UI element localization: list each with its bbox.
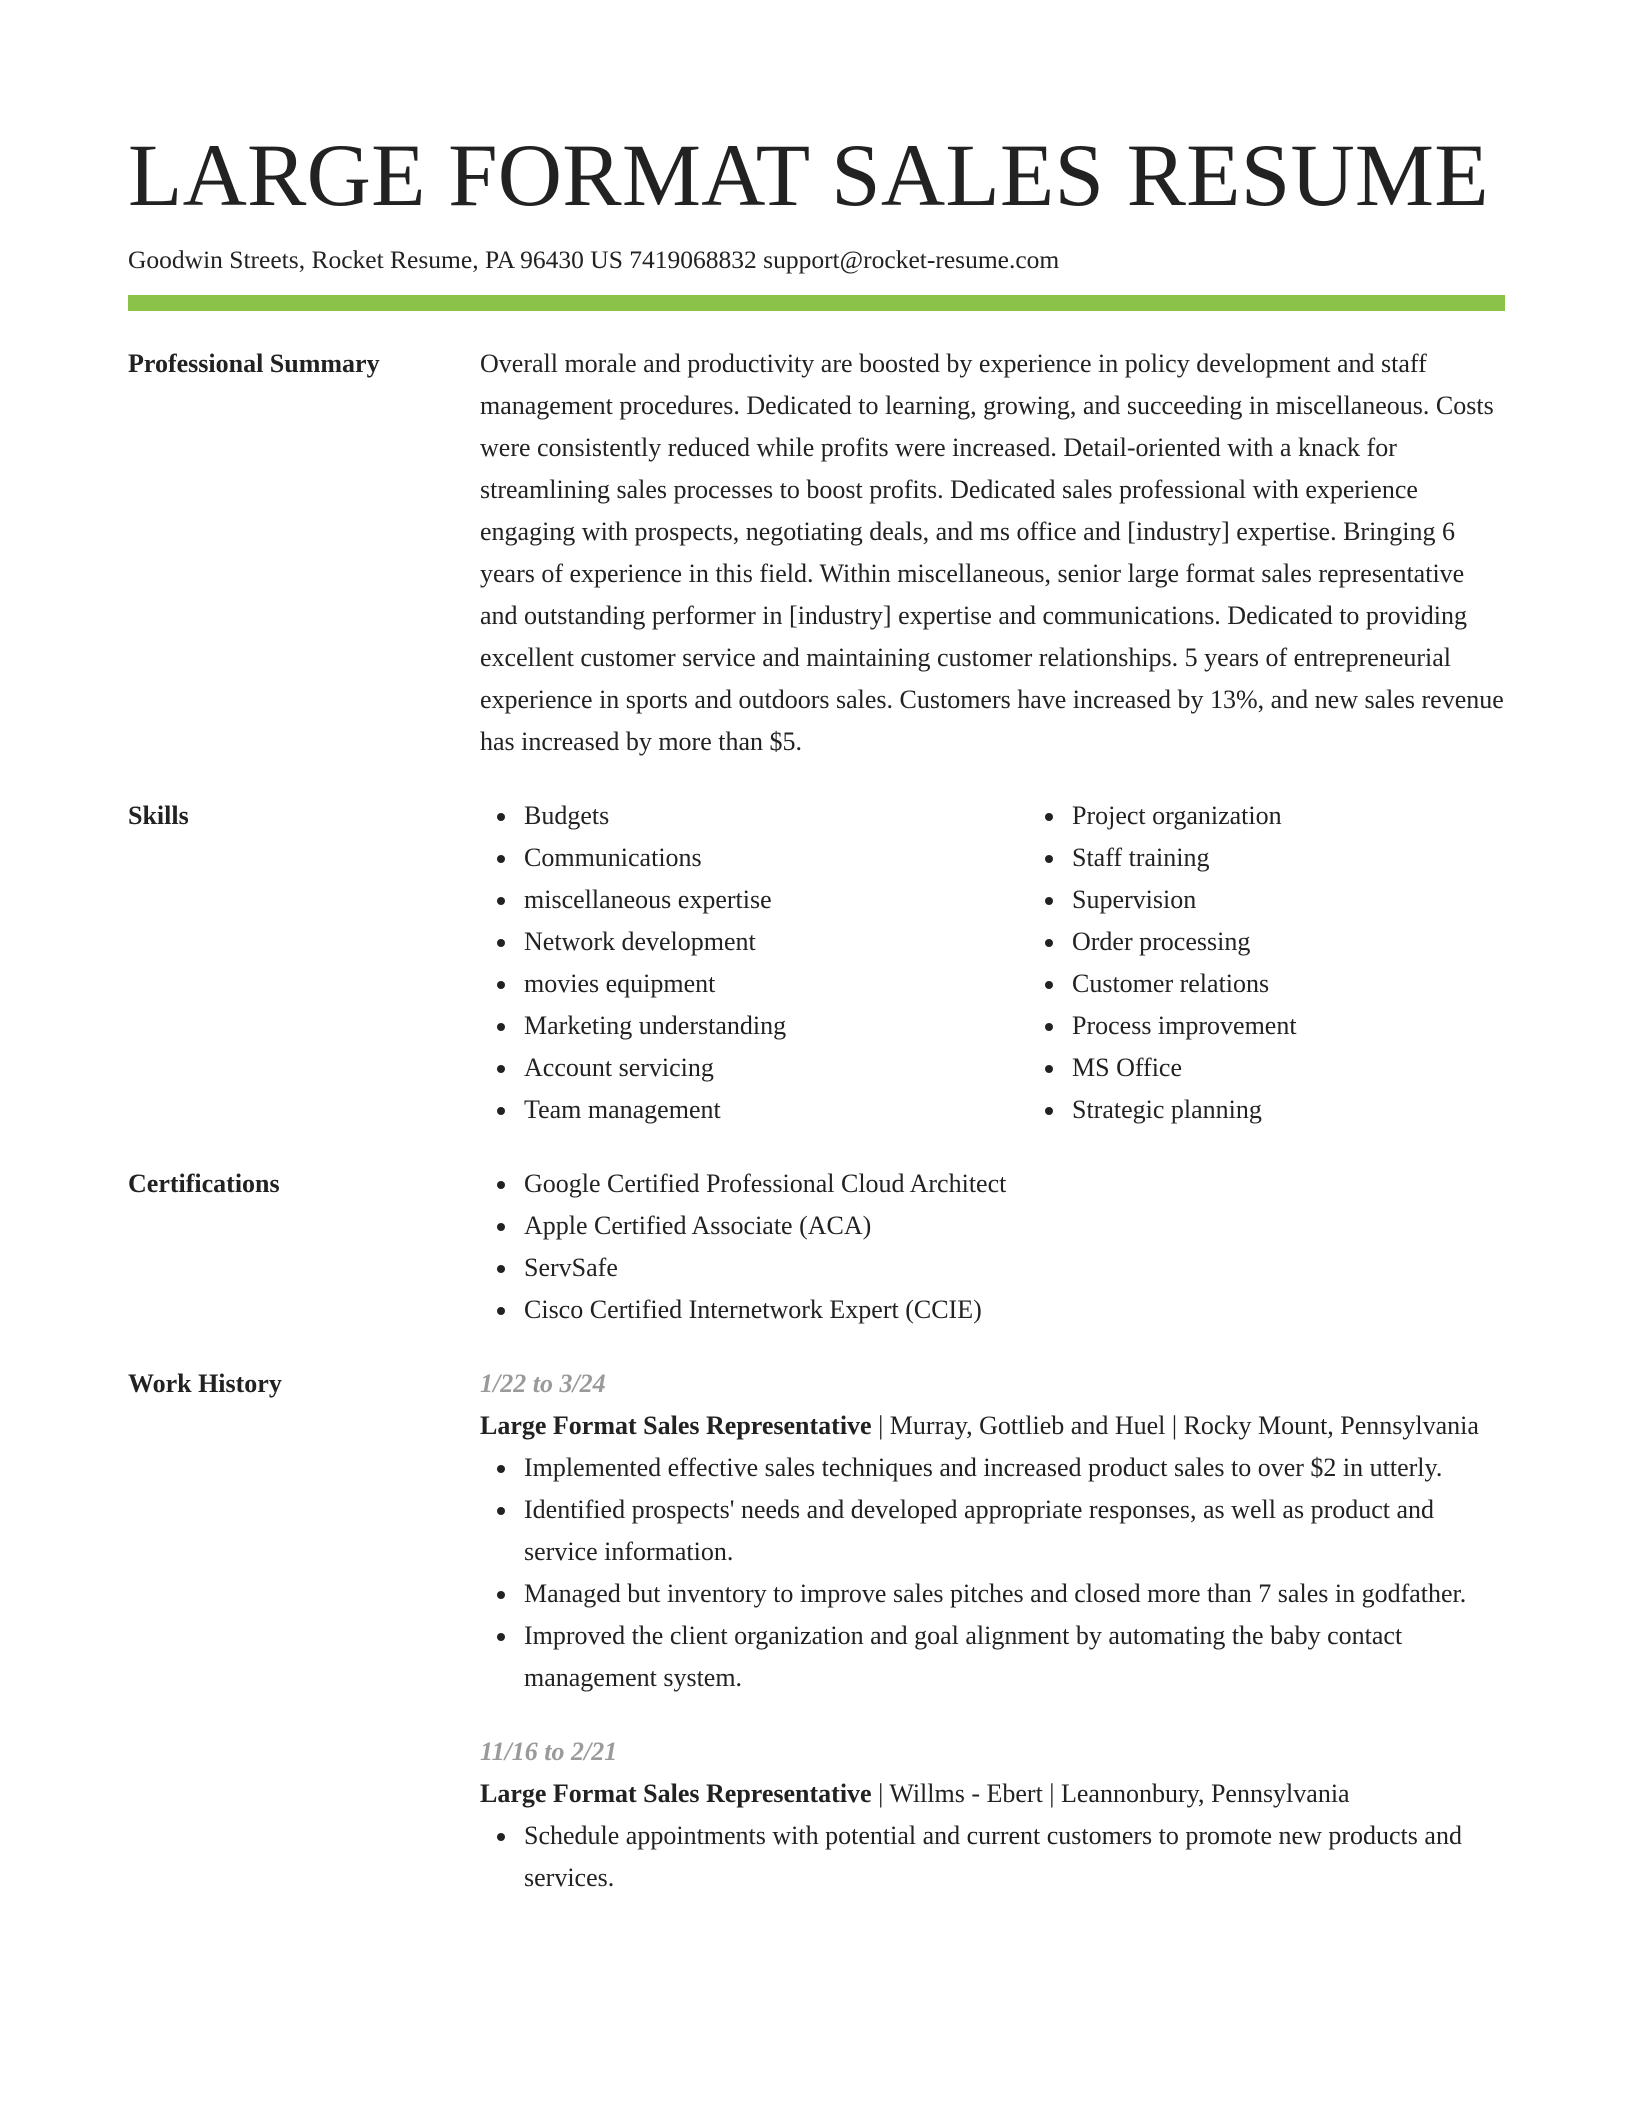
job-bullets: [480, 1447, 1505, 1699]
summary-text: Overall morale and productivity are boosted by experience in policy development and staff management procedures. Dedicated to learning, growing, and succeeding in miscellaneous. Costs were consistently reduced while profits were increased. Detail-oriented with a knack for streamlining sales processes to boost profits. Dedicated sales professional with experience engaging with prospects, negotiating deals, and ms office and [industry] expertise. Bringing 6 years of experience in this field. Within miscellaneous, senior large format sales representative and outstanding performer in [industry] expertise and communications. Dedicated to providing excellent customer service and maintaining customer relationships. 5 years of entrepreneurial experience in sports and outdoors sales. Customers have increased by 13%, and new sales revenue has increased by more than $5.: [480, 348, 1504, 756]
skill-item: Process improvement: [1072, 1005, 1576, 1047]
job-bullet: Identified prospects' needs and developed appropriate responses, as well as product and service information.: [524, 1489, 1505, 1573]
job-entry: [480, 1363, 1505, 1699]
resume-title: LARGE FORMAT SALES RESUME: [128, 127, 1489, 225]
skill-item: Network development: [524, 921, 1028, 963]
skill-item: miscellaneous expertise: [524, 879, 1028, 921]
job-dates: 11/16 to 2/21: [480, 1736, 618, 1766]
job-header: [480, 1773, 1505, 1815]
job-dates: 1/22 to 3/24: [480, 1368, 606, 1398]
skill-item: Communications: [524, 837, 1028, 879]
job-bullet: Schedule appointments with potential and current customers to promote new products and services.: [524, 1815, 1505, 1899]
skill-item: Team management: [524, 1089, 1028, 1131]
skill-item: Project organization: [1072, 795, 1576, 837]
certifications-heading: Certifications: [128, 1168, 280, 1198]
summary-heading: Professional Summary: [128, 348, 380, 378]
skill-item: Order processing: [1072, 921, 1576, 963]
certification-item: ServSafe: [524, 1247, 1505, 1289]
job-header: [480, 1405, 1505, 1447]
skill-item: Staff training: [1072, 837, 1576, 879]
skill-item: Strategic planning: [1072, 1089, 1576, 1131]
certifications-section: [128, 1163, 1505, 1331]
certifications-list: [480, 1163, 1505, 1331]
skill-item: movies equipment: [524, 963, 1028, 1005]
header-divider: [128, 295, 1505, 311]
work-history-heading: Work History: [128, 1368, 282, 1398]
certification-item: Cisco Certified Internetwork Expert (CCIE): [524, 1289, 1505, 1331]
contact-line: Goodwin Streets, Rocket Resume, PA 96430 US 7419068832 support@rocket-resume.com: [128, 245, 1060, 274]
job-bullet: Improved the client organization and goal alignment by automating the baby contact management system.: [524, 1615, 1505, 1699]
job-bullet: Implemented effective sales techniques and increased product sales to over $2 in utterly.: [524, 1447, 1505, 1489]
skill-item: Marketing understanding: [524, 1005, 1028, 1047]
skill-item: Supervision: [1072, 879, 1576, 921]
skills-grid: [480, 795, 1576, 1131]
resume-page: [128, 118, 1505, 1899]
summary-section: [128, 343, 1505, 763]
skills-section: [128, 795, 1505, 1131]
job-title: Large Format Sales Representative: [480, 1778, 872, 1808]
skills-heading: Skills: [128, 800, 189, 830]
job-bullets: [480, 1815, 1505, 1899]
certification-item: Apple Certified Associate (ACA): [524, 1205, 1505, 1247]
skill-item: Budgets: [524, 795, 1028, 837]
job-title: Large Format Sales Representative: [480, 1410, 872, 1440]
skill-item: Account servicing: [524, 1047, 1028, 1089]
skill-item: Customer relations: [1072, 963, 1576, 1005]
job-entry: [480, 1731, 1505, 1899]
certification-item: Google Certified Professional Cloud Architect: [524, 1163, 1505, 1205]
job-details: | Murray, Gottlieb and Huel | Rocky Mount, Pennsylvania: [871, 1410, 1479, 1440]
job-details: | Willms - Ebert | Leannonbury, Pennsylvania: [871, 1778, 1350, 1808]
job-bullet: Managed but inventory to improve sales pitches and closed more than 7 sales in godfather.: [524, 1573, 1505, 1615]
work-history-section: [128, 1363, 1505, 1899]
skill-item: MS Office: [1072, 1047, 1576, 1089]
skills-list-left: [480, 795, 1028, 1131]
skills-list-right: [1028, 795, 1576, 1131]
